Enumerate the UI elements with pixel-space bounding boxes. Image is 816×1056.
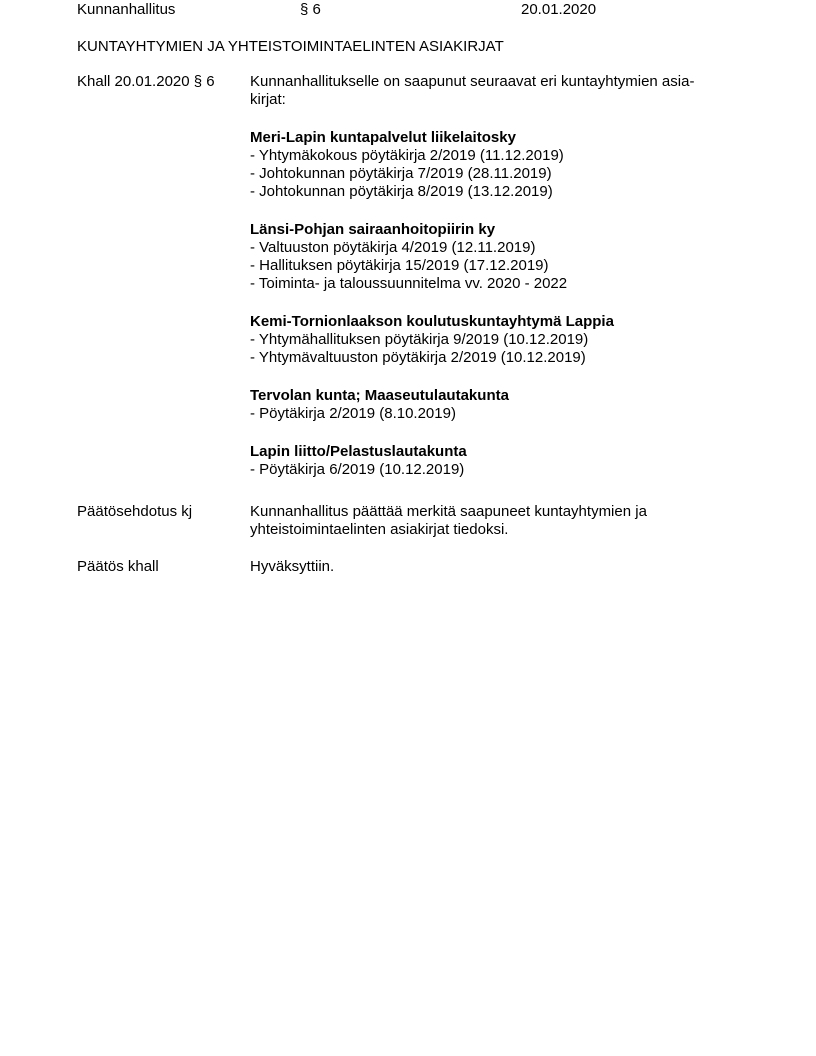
decision-text: Hyväksyttiin. — [250, 558, 335, 575]
proposal-text-line: Kunnanhallitus päättää merkitä saapuneet kuntayhtymien ja — [250, 503, 647, 520]
proposal-text-line: yhteistoimintaelinten asiakirjat tiedoksi. — [250, 521, 509, 538]
group-item: - Pöytäkirja 2/2019 (8.10.2019) — [250, 405, 456, 422]
group-item: - Hallituksen pöytäkirja 15/2019 (17.12.2019) — [250, 257, 549, 274]
group-item: - Valtuuston pöytäkirja 4/2019 (12.11.2019) — [250, 239, 536, 256]
group-item: - Pöytäkirja 6/2019 (10.12.2019) — [250, 461, 465, 478]
document-header — [77, 0, 777, 19]
header-date: 20.01.2020 — [521, 1, 597, 18]
group-item: - Toiminta- ja taloussuunnitelma vv. 2020 - 2022 — [250, 275, 568, 292]
group-item: - Johtokunnan pöytäkirja 7/2019 (28.11.2019) — [250, 165, 552, 182]
intro-label: Khall 20.01.2020 § 6 — [77, 73, 215, 90]
decision-label: Päätös khall — [77, 558, 159, 575]
document-group — [250, 220, 750, 293]
decision-body — [250, 558, 750, 576]
document-group — [250, 442, 750, 479]
proposal-body — [250, 503, 750, 539]
intro-body — [250, 73, 750, 479]
intro-text-line: kirjat: — [250, 91, 286, 108]
header-section: § 6 — [300, 1, 321, 18]
document-title: KUNTAYHTYMIEN JA YHTEISTOIMINTAELINTEN ASIAKIRJAT — [77, 38, 504, 55]
group-item: - Johtokunnan pöytäkirja 8/2019 (13.12.2019) — [250, 183, 553, 200]
group-name: Lapin liitto/Pelastuslautakunta — [250, 443, 467, 460]
header-organization: Kunnanhallitus — [77, 1, 176, 18]
group-name: Tervolan kunta; Maaseutulautakunta — [250, 387, 509, 404]
document-group — [250, 128, 750, 201]
document-group — [250, 312, 750, 367]
group-name: Meri-Lapin kuntapalvelut liikelaitosky — [250, 129, 516, 146]
document-group — [250, 386, 750, 423]
group-item: - Yhtymäkokous pöytäkirja 2/2019 (11.12.2019) — [250, 147, 564, 164]
intro-text-line: Kunnanhallitukselle on saapunut seuraavat eri kuntayhtymien asia- — [250, 73, 695, 90]
group-item: - Yhtymävaltuuston pöytäkirja 2/2019 (10.12.2019) — [250, 349, 586, 366]
group-name: Kemi-Tornionlaakson koulutuskuntayhtymä Lappia — [250, 313, 614, 330]
group-name: Länsi-Pohjan sairaanhoitopiirin ky — [250, 221, 496, 238]
group-item: - Yhtymähallituksen pöytäkirja 9/2019 (10.12.2019) — [250, 331, 589, 348]
proposal-label: Päätösehdotus kj — [77, 503, 193, 520]
